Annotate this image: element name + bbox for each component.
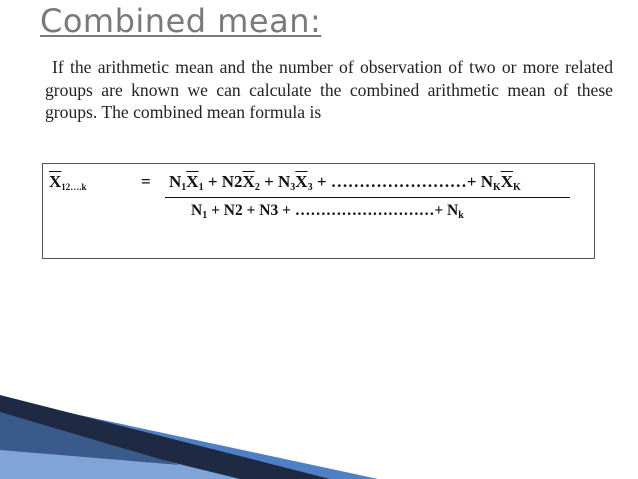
combined-mean-symbol: $\overline{X}_{12\dots.k}$ <box>49 172 87 192</box>
formula-numerator: $N_1\overline{X}_1 + N2\overline{X}_2 + N_3\overline{X}_3$ + ……………………+ $N_K\overline{X}_K$ <box>169 172 521 193</box>
formula-denominator: $N_1 + N2 + N3$ + ………………………+ $N_k$ <box>191 202 464 221</box>
slide-title: Combined mean: <box>40 2 322 40</box>
paragraph-text: If the arithmetic mean and the number of observation of two or more related groups are known we can calculate the combined arithmetic mean of these groups. The combined mean formula is <box>45 57 613 122</box>
equals-sign: = <box>141 172 151 191</box>
